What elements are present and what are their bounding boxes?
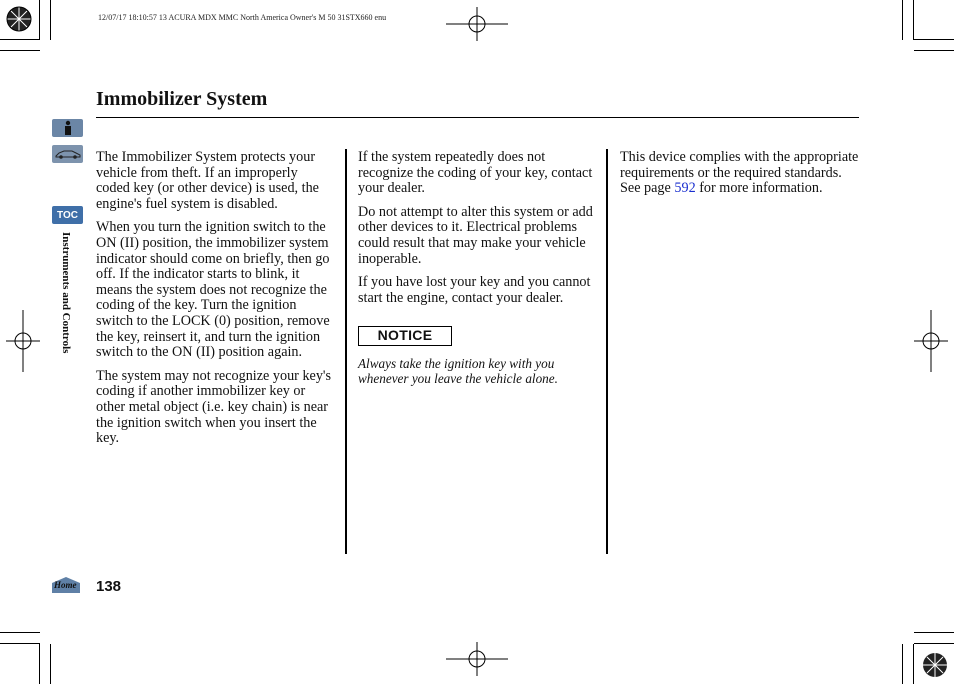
crop-mark — [902, 644, 903, 684]
crop-mark — [914, 50, 954, 51]
paragraph: Do not attempt to alter this system or add other devices to it. Electrical problems could result that may make your vehicle inoperable. — [358, 203, 593, 267]
crop-mark — [39, 644, 40, 684]
page-number: 138 — [96, 578, 122, 595]
page-link[interactable]: 592 — [674, 180, 696, 197]
crop-mark — [39, 0, 40, 40]
registration-target-icon — [0, 0, 38, 38]
notice-text: Always take the ignition key with you whenever you leave the vehicle alone. — [358, 355, 558, 386]
info-button[interactable] — [52, 119, 83, 137]
crop-mark — [0, 632, 40, 633]
crop-mark — [902, 0, 903, 40]
crop-mark — [0, 50, 40, 51]
section-label: Instruments and Controls — [60, 232, 72, 354]
info-icon — [62, 120, 74, 136]
paragraph: The Immobilizer System protects your vehicle from theft. If an improperly coded key (or other device) is used, the engine's fuel system is disabled. — [96, 149, 319, 212]
toc-label: TOC — [57, 209, 78, 221]
page-title: Immobilizer System — [96, 88, 268, 110]
notice-badge: NOTICE — [358, 326, 452, 346]
paragraph: If you have lost your key and you cannot start the engine, contact your dealer. — [358, 274, 591, 306]
column-divider — [345, 149, 347, 554]
home-button[interactable] — [50, 575, 82, 595]
crop-mark — [914, 643, 954, 644]
column-1 — [96, 150, 334, 455]
crop-mark — [914, 39, 954, 40]
crop-mark — [50, 644, 51, 684]
crosshair-icon — [446, 642, 508, 676]
paragraph: If the system repeatedly does not recognize the coding of your key, contact your dealer. — [358, 149, 593, 197]
car-icon — [54, 148, 82, 160]
toc-button[interactable] — [52, 206, 83, 224]
car-button[interactable] — [52, 145, 83, 163]
print-info: 12/07/17 18:10:57 13 ACURA MDX MMC North America Owner's M 50 31STX660 enu — [98, 13, 387, 22]
column-divider — [606, 149, 608, 554]
column-3 — [620, 150, 860, 205]
paragraph: When you turn the ignition switch to the ON (II) position, the immobilizer system indicator should come on briefly, then go off. If the indicator starts to blink, it means the system does not recognize the coding of the key. Turn the ignition switch to the LOCK (0) position, remove the key, reinsert it, and turn the ignition switch to the ON (II) position again. — [96, 219, 330, 361]
crop-mark — [50, 0, 51, 40]
title-divider — [96, 117, 859, 118]
crop-mark — [0, 39, 40, 40]
home-label: Home — [54, 580, 77, 590]
crop-mark — [913, 0, 914, 40]
registration-target-icon — [916, 646, 954, 684]
crop-mark — [0, 643, 40, 644]
crop-mark — [914, 632, 954, 633]
crosshair-icon — [6, 310, 40, 372]
crosshair-icon — [446, 7, 508, 41]
paragraph: This device complies with the appropriate requirements or the required standards. See page 592 for more information. — [620, 149, 859, 197]
crop-mark — [913, 644, 914, 684]
crosshair-icon — [914, 310, 948, 372]
column-2 — [358, 150, 598, 394]
paragraph: The system may not recognize your key's coding if another immobilizer key or other metal object (i.e. key chain) is near the ignition switch when you insert the key. — [96, 367, 332, 447]
